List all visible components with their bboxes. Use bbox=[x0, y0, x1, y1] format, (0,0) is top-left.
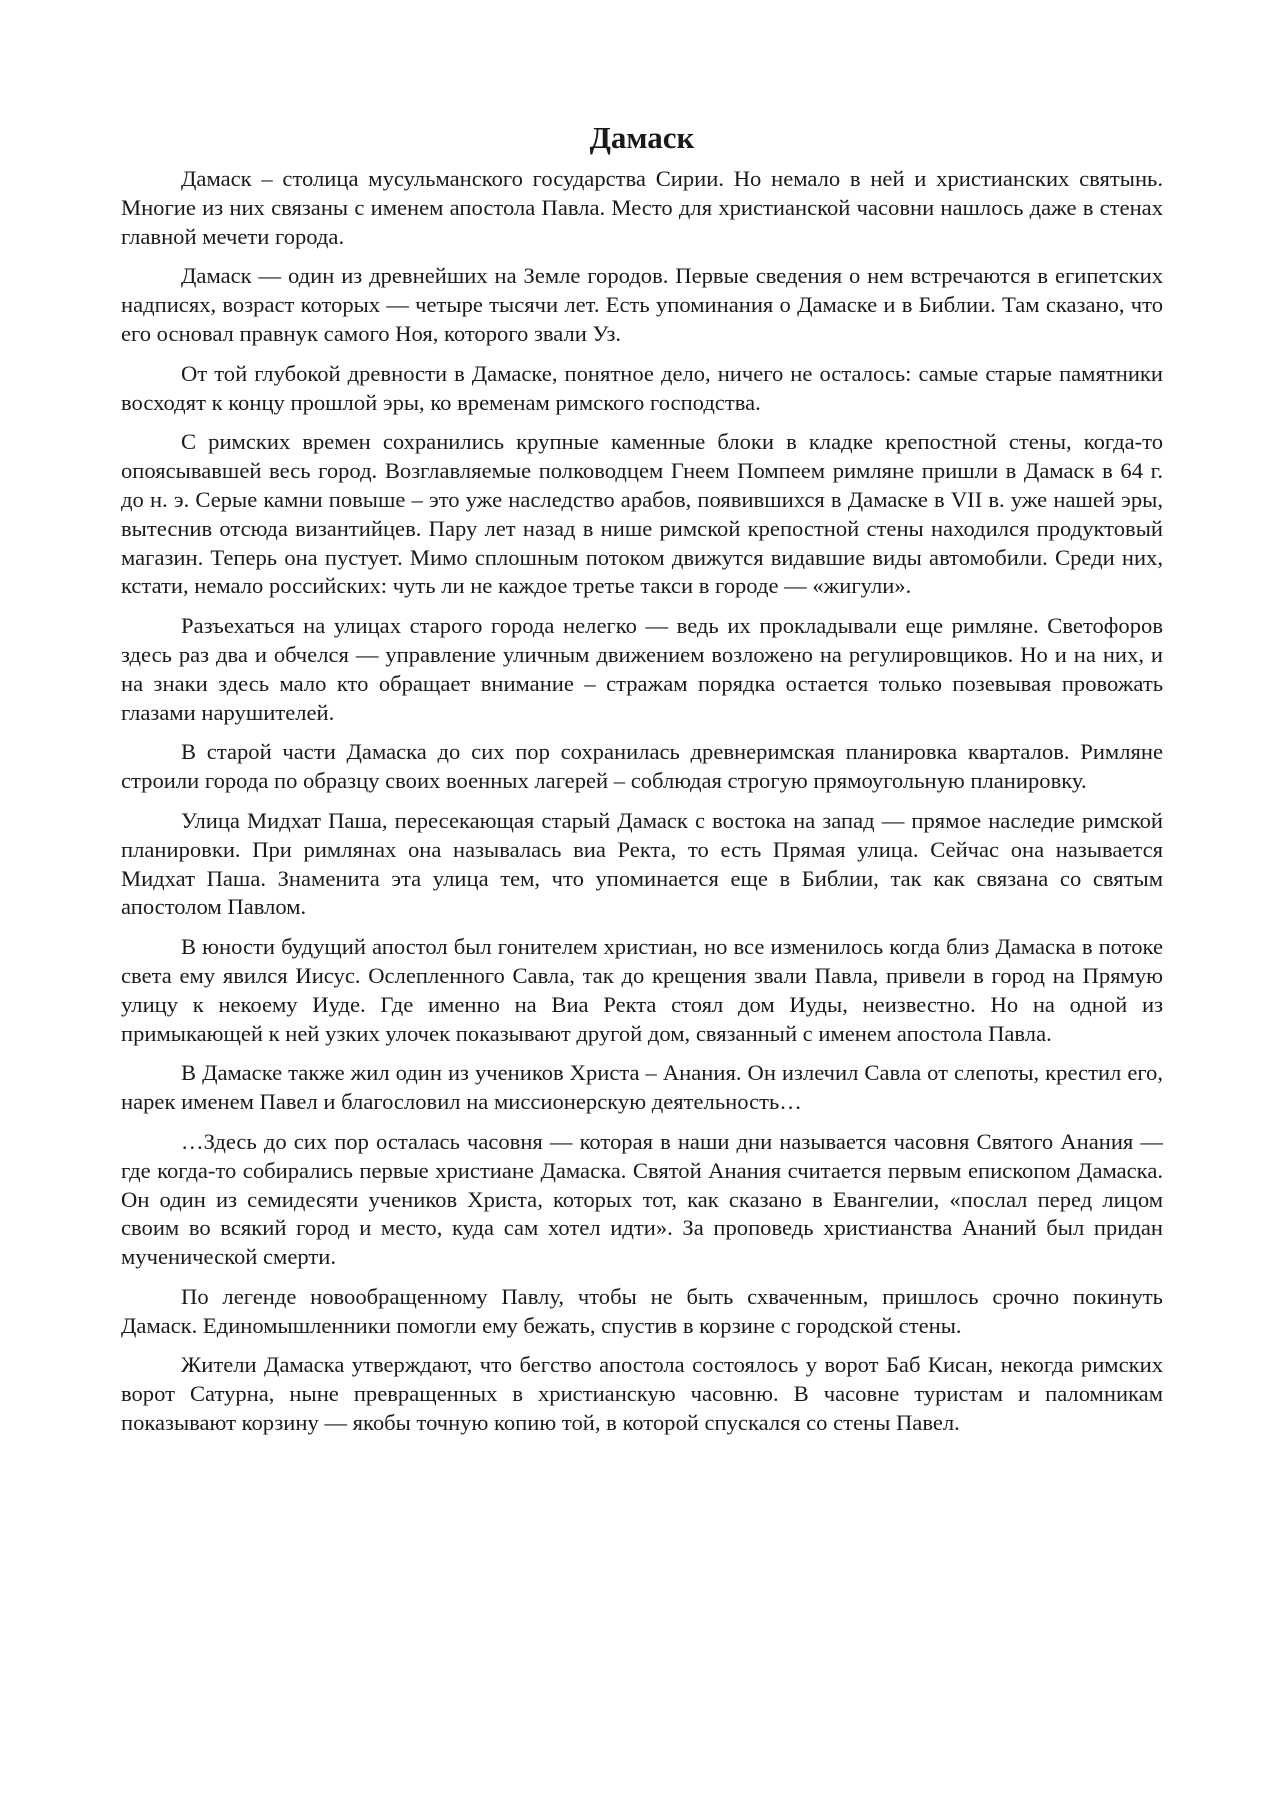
paragraph-4: С римских времен сохранились крупные каменные блоки в кладке крепостной стены, когда-то опоясывавшей весь город. Возглавляемые полководцем Гнеем Помпеем римляне пришли в Дамаск в 64 г. до н. э. Серые камни повыше – это уже наследство арабов, появившихся в Дамаске в VII в. уже нашей эры, вытеснив отсюда византийцев. Пару лет назад в нише римской крепостной стены находился продуктовый магазин. Теперь она пустует. Мимо сплошным потоком движутся видавшие виды автомобили. Среди них, кстати, немало российских: чуть ли не каждое третье такси в городе — «жигули». bbox=[121, 429, 1163, 599]
paragraph-1: Дамаск – столица мусульманского государства Сирии. Но немало в ней и христианских святынь. Многие из них связаны с именем апостола Павла. Место для христианской часовни нашлось даже в стенах главной мечети города. bbox=[121, 166, 1163, 249]
paragraph-2: Дамаск — один из древнейших на Земле городов. Первые сведения о нем встречаются в египетских надписях, возраст которых — четыре тысячи лет. Есть упоминания о Дамаске и в Библии. Там сказано, что его основал правнук самого Ноя, которого звали Уз. bbox=[121, 263, 1163, 346]
paragraph-3: От той глубокой древности в Дамаске, понятное дело, ничего не осталось: самые старые памятники восходят к концу прошлой эры, ко временам римского господства. bbox=[121, 360, 1163, 415]
paragraph-8: В юности будущий апостол был гонителем христиан, но все изменилось когда близ Дамаска в потоке света ему явился Иисус. Ослепленного Савла, так до крещения звали Павла, привели в город на Прямую улицу к некоему Иуде. Где именно на Виа Ректа стоял дом Иуды, неизвестно. Но на одной из примыкающей к ней узких улочек показывают другой дом, связанный с именем апостола Павла. bbox=[121, 934, 1163, 1046]
document-body bbox=[121, 118, 1163, 1449]
paragraph-12: Жители Дамаска утверждают, что бегство апостола состоялось у ворот Баб Кисан, некогда римских ворот Сатурна, ныне превращенных в христианскую часовню. В часовне туристам и паломникам показывают корзину — якобы точную копию той, в которой спускался со стены Павел. bbox=[121, 1352, 1163, 1436]
paragraph-7: Улица Мидхат Паша, пересекающая старый Дамаск с востока на запад — прямое наследие римской планировки. При римлянах она называлась виа Ректа, то есть Прямая улица. Сейчас она называется Мидхат Паша. Знаменита эта улица тем, что упоминается еще в Библии, так как связана со святым апостолом Павлом. bbox=[121, 807, 1163, 920]
paragraph-5: Разъехаться на улицах старого города нелегко — ведь их прокладывали еще римляне. Светофоров здесь раз два и обчелся — управление уличным движением возложено на регулировщиков. Но и на них, и на знаки здесь мало кто обращает внимание – стражам порядка остается только позевывая провожать глазами нарушителей. bbox=[121, 613, 1163, 725]
paragraph-6: В старой части Дамаска до сих пор сохранилась древнеримская планировка кварталов. Римляне строили города по образцу своих военных лагерей – соблюдая строгую прямоугольную планировку. bbox=[121, 739, 1163, 794]
paragraph-9: В Дамаске также жил один из учеников Христа – Анания. Он излечил Савла от слепоты, крестил его, нарек именем Павел и благословил на миссионерскую деятельность… bbox=[121, 1060, 1163, 1115]
paragraph-10: …Здесь до сих пор осталась часовня — которая в наши дни называется часовня Святого Анания — где когда-то собирались первые христиане Дамаска. Святой Анания считается первым епископом Дамаска. Он один из семидесяти учеников Христа, которых тот, как сказано в Евангелии, «послал перед лицом своим во всякий город и место, куда сам хотел идти». За проповедь христианства Ананий был придан мученической смерти. bbox=[121, 1128, 1163, 1270]
page-title: Дамаск bbox=[589, 120, 695, 155]
paragraph-11: По легенде новообращенному Павлу, чтобы не быть схваченным, пришлось срочно покинуть Дамаск. Единомышленники помогли ему бежать, спустив в корзине с городской стены. bbox=[121, 1283, 1163, 1338]
